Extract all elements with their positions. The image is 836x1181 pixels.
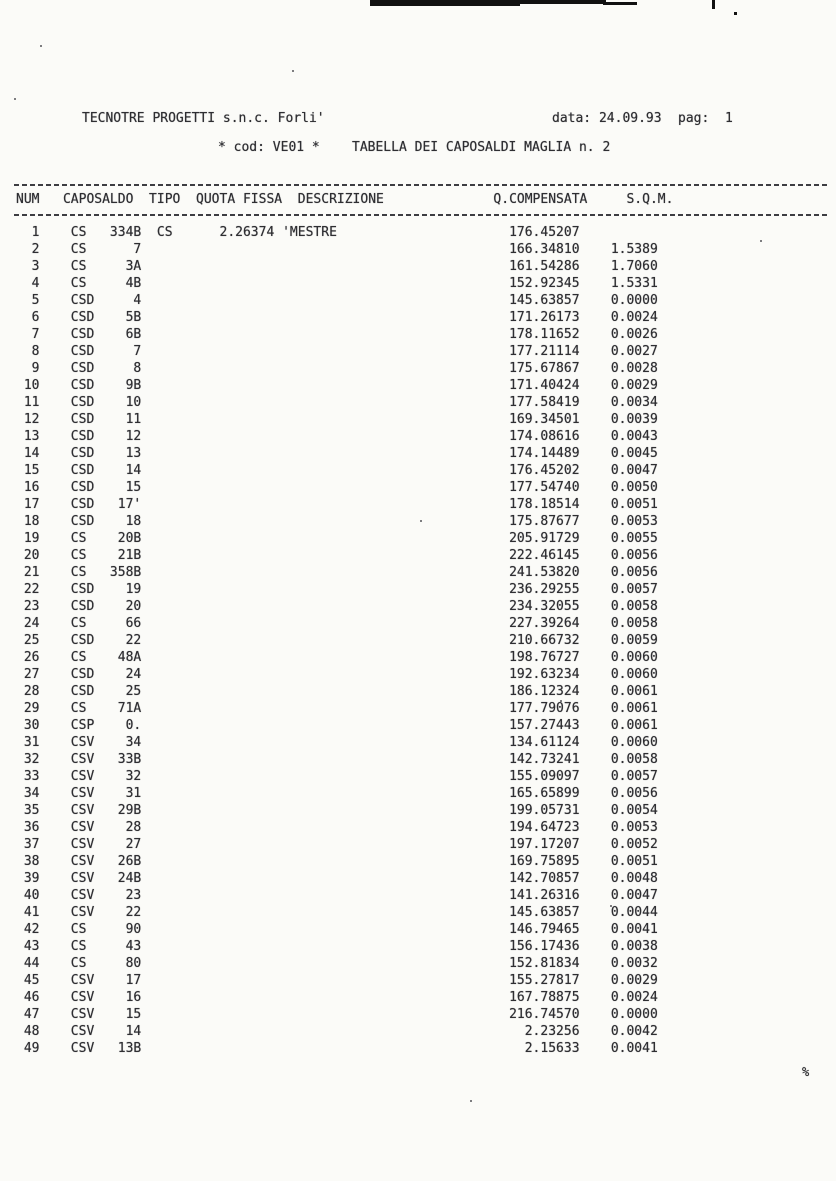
table-row: 19 CS 20B 205.91729 0.0055 [16,531,658,546]
table-row: 14 CSD 13 174.14489 0.0045 [16,446,658,461]
table-row: 16 CSD 15 177.54740 0.0050 [16,480,658,495]
table-row: 49 CSV 13B 2.15633 0.0041 [16,1041,658,1056]
date-label: data: 24.09.93 [552,111,662,126]
table-row: 36 CSV 28 194.64723 0.0053 [16,820,658,835]
table-row: 46 CSV 16 167.78875 0.0024 [16,990,658,1005]
table-row: 1 CS 334B CS 2.26374 'MESTRE 176.45207 [16,225,658,240]
table-row: 9 CSD 8 175.67867 0.0028 [16,361,658,376]
column-header-line: NUM CAPOSALDO TIPO QUOTA FISSA DESCRIZIONE Q.COMPENSATA S.Q.M. [16,192,674,207]
table-row: 29 CS 71A 177.79076 0.0061 [16,701,658,716]
table-row: 4 CS 4B 152.92345 1.5331 [16,276,658,291]
scan-speckle [40,45,42,47]
table-row: 44 CS 80 152.81834 0.0032 [16,956,658,971]
scan-artifact-dot [734,12,737,15]
table-row: 41 CSV 22 145.63857 0.0044 [16,905,658,920]
code-label: * cod: VE01 * [218,140,320,155]
table-row: 45 CSV 17 155.27817 0.0029 [16,973,658,988]
table-row: 21 CS 358B 241.53820 0.0056 [16,565,658,580]
table-row: 28 CSD 25 186.12324 0.0061 [16,684,658,699]
footer-percent-mark: % [802,1065,810,1079]
table-rows [16,224,658,1057]
table-row: 20 CS 21B 222.46145 0.0056 [16,548,658,563]
table-row: 12 CSD 11 169.34501 0.0039 [16,412,658,427]
table-row: 30 CSP 0. 157.27443 0.0061 [16,718,658,733]
table-row: 11 CSD 10 177.58419 0.0034 [16,395,658,410]
table-row: 24 CS 66 227.39264 0.0058 [16,616,658,631]
table-row: 32 CSV 33B 142.73241 0.0058 [16,752,658,767]
table-separator-top [14,184,830,186]
table-row: 37 CSV 27 197.17207 0.0052 [16,837,658,852]
table-row: 48 CSV 14 2.23256 0.0042 [16,1024,658,1039]
page-number-label: pag: 1 [678,111,733,126]
table-row: 38 CSV 26B 169.75895 0.0051 [16,854,658,869]
scan-speckle [760,240,762,242]
table-row: 3 CS 3A 161.54286 1.7060 [16,259,658,274]
table-row: 33 CSV 32 155.09097 0.0057 [16,769,658,784]
table-row: 22 CSD 19 236.29255 0.0057 [16,582,658,597]
scan-speckle [292,70,294,72]
table-row: 34 CSV 31 165.65899 0.0056 [16,786,658,801]
table-row: 39 CSV 24B 142.70857 0.0048 [16,871,658,886]
table-row: 13 CSD 12 174.08616 0.0043 [16,429,658,444]
table-row: 2 CS 7 166.34810 1.5389 [16,242,658,257]
table-separator-header [14,214,830,216]
table-row: 7 CSD 6B 178.11652 0.0026 [16,327,658,342]
table-row: 23 CSD 20 234.32055 0.0058 [16,599,658,614]
table-row: 17 CSD 17' 178.18514 0.0051 [16,497,658,512]
table-row: 27 CSD 24 192.63234 0.0060 [16,667,658,682]
scan-artifact-tick [712,0,715,9]
scan-artifact-top-strip [516,0,606,4]
table-row: 10 CSD 9B 171.40424 0.0029 [16,378,658,393]
table-row: 40 CSV 23 141.26316 0.0047 [16,888,658,903]
table-row: 31 CSV 34 134.61124 0.0060 [16,735,658,750]
table-row: 43 CS 43 156.17436 0.0038 [16,939,658,954]
table-row: 18 CSD 18 175.87677 0.0053 [16,514,658,529]
table-row: 15 CSD 14 176.45202 0.0047 [16,463,658,478]
document-title-line [0,139,836,157]
table-row: 47 CSV 15 216.74570 0.0000 [16,1007,658,1022]
table-row: 5 CSD 4 145.63857 0.0000 [16,293,658,308]
table-row: 6 CSD 5B 171.26173 0.0024 [16,310,658,325]
table-row: 8 CSD 7 177.21114 0.0027 [16,344,658,359]
table-row: 26 CS 48A 198.76727 0.0060 [16,650,658,665]
document-header [0,110,836,128]
scan-speckle [470,1100,472,1102]
table-row: 25 CSD 22 210.66732 0.0059 [16,633,658,648]
scan-artifact-top-strip [370,0,520,6]
company-name: TECNOTRE PROGETTI s.n.c. Forli' [82,111,325,126]
table-row: 42 CS 90 146.79465 0.0041 [16,922,658,937]
scan-speckle [14,98,16,100]
scan-artifact-top-strip [603,2,637,5]
table-row: 35 CSV 29B 199.05731 0.0054 [16,803,658,818]
page-title: TABELLA DEI CAPOSALDI MAGLIA n. 2 [352,140,611,155]
